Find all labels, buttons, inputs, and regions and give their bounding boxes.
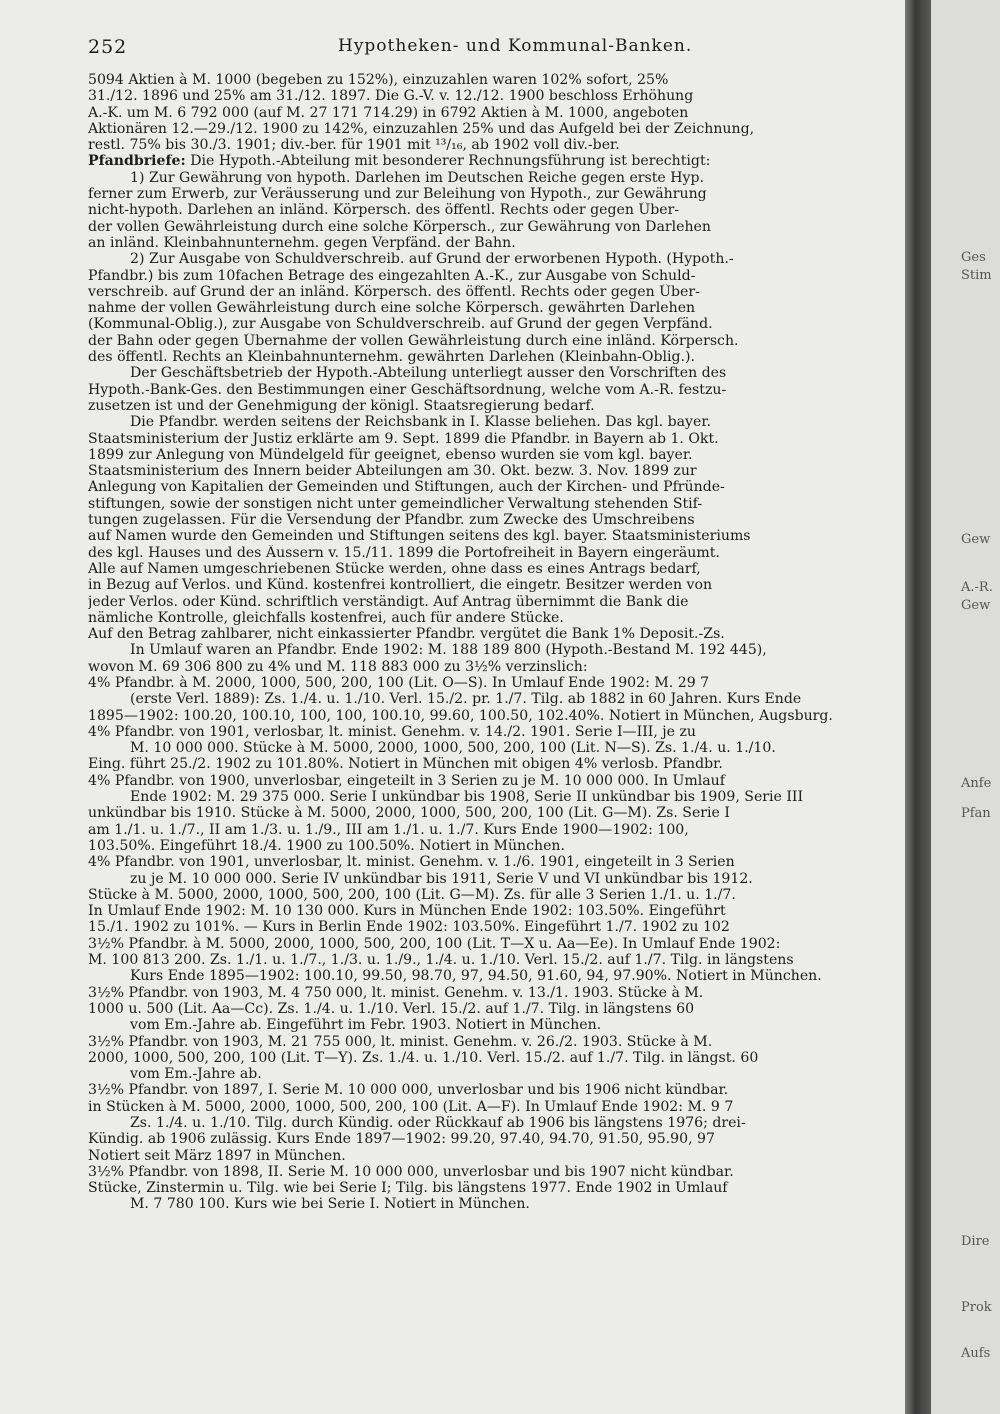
text-line: 1895—1902: 100.20, 100.10, 100, 100, 100.10, 99.60, 100.50, 102.40%. Notiert in München, Augsburg. [88, 707, 833, 724]
text-line: des öffentl. Rechts an Kleinbahnunternehm. gewährten Darlehen (Kleinbahn-Oblig.). [88, 349, 695, 366]
text-line: 31./12. 1896 und 25% am 31./12. 1897. Die G.-V. v. 12./12. 1900 beschloss Erhöhung [88, 88, 694, 105]
text-line: nicht-hypoth. Darlehen an inländ. Körpersch. des öffentl. Rechts oder gegen Über- [88, 202, 680, 219]
text-line: (erste Verl. 1889): Zs. 1./4. u. 1./10. Verl. 15./2. pr. 1./7. Tilg. ab 1882 in 60 Jahren. Kurs Ende [130, 691, 802, 708]
text-line: restl. 75% bis 30./3. 1901; div.-ber. für 1901 mit ¹³/₁₆, ab 1902 voll div.-ber. [88, 137, 620, 154]
text-line: an inländ. Kleinbahnunternehm. gegen Verpfänd. der Bahn. [88, 234, 516, 251]
text-line: der Bahn oder gegen Übernahme der vollen Gewährleistung durch eine inländ. Körpersch. [88, 332, 739, 349]
text-line: Pfandbr.) bis zum 10fachen Betrage des eingezahlten A.-K., zur Ausgabe von Schuld- [88, 267, 696, 284]
page-header [88, 36, 898, 60]
text-line: A.-K. um M. 6 792 000 (auf M. 27 171 714.29) in 6792 Aktien à M. 1000, angeboten [88, 104, 689, 121]
text-line: wovon M. 69 306 800 zu 4% und M. 118 883 000 zu 3½% verzinslich: [88, 658, 588, 675]
text-line: Auf den Betrag zahlbarer, nicht einkassierter Pfandbr. vergütet die Bank 1% Deposit.-Zs. [88, 626, 725, 643]
text-line: (Kommunal-Oblig.), zur Ausgabe von Schuldverschreib. auf Grund der gegen Verpfänd. [88, 316, 713, 333]
text-line: 3½% Pfandbr. von 1897, I. Serie M. 10 000 000, unverlosbar und bis 1906 nicht kündbar. [88, 1082, 729, 1099]
text-line: 3½% Pfandbr. von 1898, II. Serie M. 10 000 000, unverlosbar und bis 1907 nicht kündbar. [88, 1163, 734, 1180]
adjacent-page-fragment: Pfan [961, 806, 991, 821]
text-line: In Umlauf Ende 1902: M. 10 130 000. Kurs in München Ende 1902: 103.50%. Eingeführt [88, 903, 726, 920]
text-line: 3½% Pfandbr. von 1903, M. 21 755 000, lt. minist. Genehm. v. 26./2. 1903. Stücke à M. [88, 1033, 713, 1050]
text-line: Notiert seit März 1897 in München. [88, 1147, 346, 1164]
text-line: Der Geschäftsbetrieb der Hypoth.-Abteilung unterliegt ausser den Vorschriften des [130, 365, 727, 382]
text-line: 1899 zur Anlegung von Mündelgeld für geeignet, ebenso wurden sie vom kgl. bayer. [88, 446, 693, 463]
text-line: am 1./1. u. 1./7., II am 1./3. u. 1./9., III am 1./1. u. 1./7. Kurs Ende 1900—1902: 100, [88, 821, 689, 838]
adjacent-page-fragment: Dire [961, 1234, 990, 1249]
adjacent-page-fragment: Gew [961, 598, 991, 613]
adjacent-page-fragment: Anfe [961, 776, 992, 791]
text-line: M. 100 813 200. Zs. 1./1. u. 1./7., 1./3. u. 1./9., 1./4. u. 1./10. Verl. 15./2. auf 1./7. Tilg. in längstens [88, 952, 794, 969]
text-line: vom Em.-Jahre ab. Eingeführt im Febr. 1903. Notiert in München. [130, 1017, 602, 1034]
text-line: verschreib. auf Grund der an inländ. Körpersch. des öffentl. Rechts oder gegen Über- [88, 283, 700, 300]
adjacent-page-fragment: Aufs [961, 1346, 991, 1361]
text-line: Staatsministerium der Justiz erklärte am 9. Sept. 1899 die Pfandbr. in Bayern ab 1. Okt. [88, 430, 719, 447]
text-line: Zs. 1./4. u. 1./10. Tilg. durch Kündig. oder Rückkauf ab 1906 bis längstens 1976; drei- [130, 1115, 746, 1131]
adjacent-page-edge [931, 0, 1000, 1414]
text-line: 4% Pfandbr. à M. 2000, 1000, 500, 200, 100 (Lit. O—S). In Umlauf Ende 1902: M. 29 7 [88, 674, 710, 691]
text-line: Ende 1902: M. 29 375 000. Serie I unkündbar bis 1908, Serie II unkündbar bis 1909, Serie III [130, 789, 804, 806]
line-text: Die Hypoth.-Abteilung mit besonderer Rechnungsführung ist berechtigt: [185, 153, 711, 170]
text-line: zusetzen ist und der Genehmigung der königl. Staatsregierung bedarf. [88, 397, 595, 414]
page-number: 252 [88, 36, 128, 58]
text-line: Stücke à M. 5000, 2000, 1000, 500, 200, 100 (Lit. G—M). Zs. für alle 3 Serien 1./1. u. 1./7. [88, 886, 736, 903]
section-heading: Pfandbriefe: [88, 153, 186, 170]
adjacent-page-fragment: Gew [961, 532, 991, 547]
text-line: ferner zum Erwerb, zur Veräusserung und zur Beleihung von Hypoth., zur Gewährung [88, 186, 707, 203]
text-line: des kgl. Hauses und des Äussern v. 15./11. 1899 die Portofreiheit in Bayern eingeräumt. [88, 544, 720, 561]
text-line: zu je M. 10 000 000. Serie IV unkündbar bis 1911, Serie V und VI unkündbar bis 1912. [130, 870, 753, 887]
text-line: 2000, 1000, 500, 200, 100 (Lit. T—Y). Zs. 1./4. u. 1./10. Verl. 15./2. auf 1./7. Tilg. in längst. 60 [88, 1049, 759, 1066]
text-line: vom Em.-Jahre ab. [130, 1066, 262, 1083]
text-line: der vollen Gewährleistung durch eine solche Körpersch., zur Gewährung von Darlehen [88, 218, 711, 235]
text-line: in Bezug auf Verlos. und Künd. kostenfrei kontrolliert, die eingetr. Besitzer werden von [88, 577, 713, 594]
text-line: Die Pfandbr. werden seitens der Reichsbank in I. Klasse beliehen. Das kgl. bayer. [130, 414, 712, 431]
text-line: Kurs Ende 1895—1902: 100.10, 99.50, 98.70, 97, 94.50, 91.60, 94, 97.90%. Notiert in München. [130, 968, 822, 985]
text-line: M. 10 000 000. Stücke à M. 5000, 2000, 1000, 500, 200, 100 (Lit. N—S). Zs. 1./4. u. 1./10. [130, 740, 776, 757]
text-line: Eing. führt 25./2. 1902 zu 101.80%. Notiert in München mit obigen 4% verlosb. Pfandbr. [88, 756, 723, 773]
text-line: 15./1. 1902 zu 101%. — Kurs in Berlin Ende 1902: 103.50%. Eingeführt 1./7. 1902 zu 102 [88, 919, 730, 936]
text-line: Kündig. ab 1906 zulässig. Kurs Ende 1897—1902: 99.20, 97.40, 94.70, 91.50, 95.90, 97 [88, 1131, 715, 1148]
text-line: nämliche Kontrolle, gleichfalls kostenfrei, auch für andere Stücke. [88, 609, 564, 626]
text-line: 103.50%. Eingeführt 18./4. 1900 zu 100.50%. Notiert in München. [88, 837, 565, 854]
text-line: 1000 u. 500 (Lit. Aa—Cc). Zs. 1./4. u. 1./10. Verl. 15./2. auf 1./7. Tilg. in längstens 60 [88, 1000, 695, 1017]
text-line: Alle auf Namen umgeschriebenen Stücke werden, ohne dass es eines Antrags bedarf, [88, 560, 701, 577]
text-line: nahme der vollen Gewährleistung durch eine solche Körpersch. gewährten Darlehen [88, 300, 696, 317]
text-line: In Umlauf waren an Pfandbr. Ende 1902: M. 188 189 800 (Hypoth.-Bestand M. 192 445), [130, 642, 767, 659]
text-line: tungen zugelassen. Für die Versendung der Pfandbr. zum Zwecke des Umschreibens [88, 512, 695, 529]
adjacent-page-fragment: A.-R. [961, 580, 993, 595]
page-gutter [905, 0, 931, 1414]
text-line: Staatsministerium des Innern beider Abteilungen am 30. Okt. bezw. 3. Nov. 1899 zur [88, 463, 697, 480]
text-line: auf Namen wurde den Gemeinden und Stiftungen seitens des kgl. bayer. Staatsministeriums [88, 528, 751, 545]
text-line: 2) Zur Ausgabe von Schuldverschreib. auf Grund der erworbenen Hypoth. (Hypoth.- [130, 251, 734, 268]
body-text [88, 72, 905, 1213]
adjacent-page-fragment: Stim [961, 268, 992, 283]
text-line: M. 7 780 100. Kurs wie bei Serie I. Notiert in München. [130, 1196, 530, 1213]
text-line: Stücke, Zinstermin u. Tilg. wie bei Serie I; Tilg. bis längstens 1977. Ende 1902 in Umlauf [88, 1180, 728, 1197]
running-title: Hypotheken- und Kommunal-Banken. [338, 36, 693, 56]
text-line: 3½% Pfandbr. von 1903, M. 4 750 000, lt. minist. Genehm. v. 13./1. 1903. Stücke à M. [88, 984, 704, 1001]
text-line: in Stücken à M. 5000, 2000, 1000, 500, 200, 100 (Lit. A—F). In Umlauf Ende 1902: M. 9 7 [88, 1098, 734, 1115]
adjacent-page-fragment: Ges [961, 250, 986, 265]
text-line [88, 153, 905, 169]
text-line: 5094 Aktien à M. 1000 (begeben zu 152%), einzuzahlen waren 102% sofort, 25% [88, 72, 669, 88]
text-line: Anlegung von Kapitalien der Gemeinden und Stiftungen, auch der Kirchen- und Pfründe- [88, 479, 725, 496]
text-line: 1) Zur Gewährung von hypoth. Darlehen im Deutschen Reiche gegen erste Hyp. [130, 169, 704, 186]
text-line: jeder Verlos. oder Künd. schriftlich verständigt. Auf Antrag übernimmt die Bank die [88, 593, 689, 610]
text-line: Hypoth.-Bank-Ges. den Bestimmungen einer Geschäftsordnung, welche vom A.-R. festzu- [88, 381, 727, 398]
text-line: 4% Pfandbr. von 1901, verlosbar, lt. minist. Genehm. v. 14./2. 1901. Serie I—III, je zu [88, 723, 696, 740]
text-line: stiftungen, sowie der sonstigen nicht unter gemeindlicher Verwaltung stehenden Stif- [88, 495, 703, 512]
text-line: Aktionären 12.—29./12. 1900 zu 142%, einzuzahlen 25% und das Aufgeld bei der Zeichnung, [88, 120, 755, 137]
text-line: 4% Pfandbr. von 1900, unverlosbar, eingeteilt in 3 Serien zu je M. 10 000 000. In Umlauf [88, 772, 725, 789]
text-line: unkündbar bis 1910. Stücke à M. 5000, 2000, 1000, 500, 200, 100 (Lit. G—M). Zs. Serie I [88, 805, 730, 822]
text-line: 3½% Pfandbr. à M. 5000, 2000, 1000, 500, 200, 100 (Lit. T—X u. Aa—Ee). In Umlauf Ende 1902: [88, 935, 781, 952]
text-line: 4% Pfandbr. von 1901, unverlosbar, lt. minist. Genehm. v. 1./6. 1901, eingeteilt in 3 Serien [88, 854, 735, 871]
adjacent-page-fragment: Prok [961, 1300, 992, 1315]
